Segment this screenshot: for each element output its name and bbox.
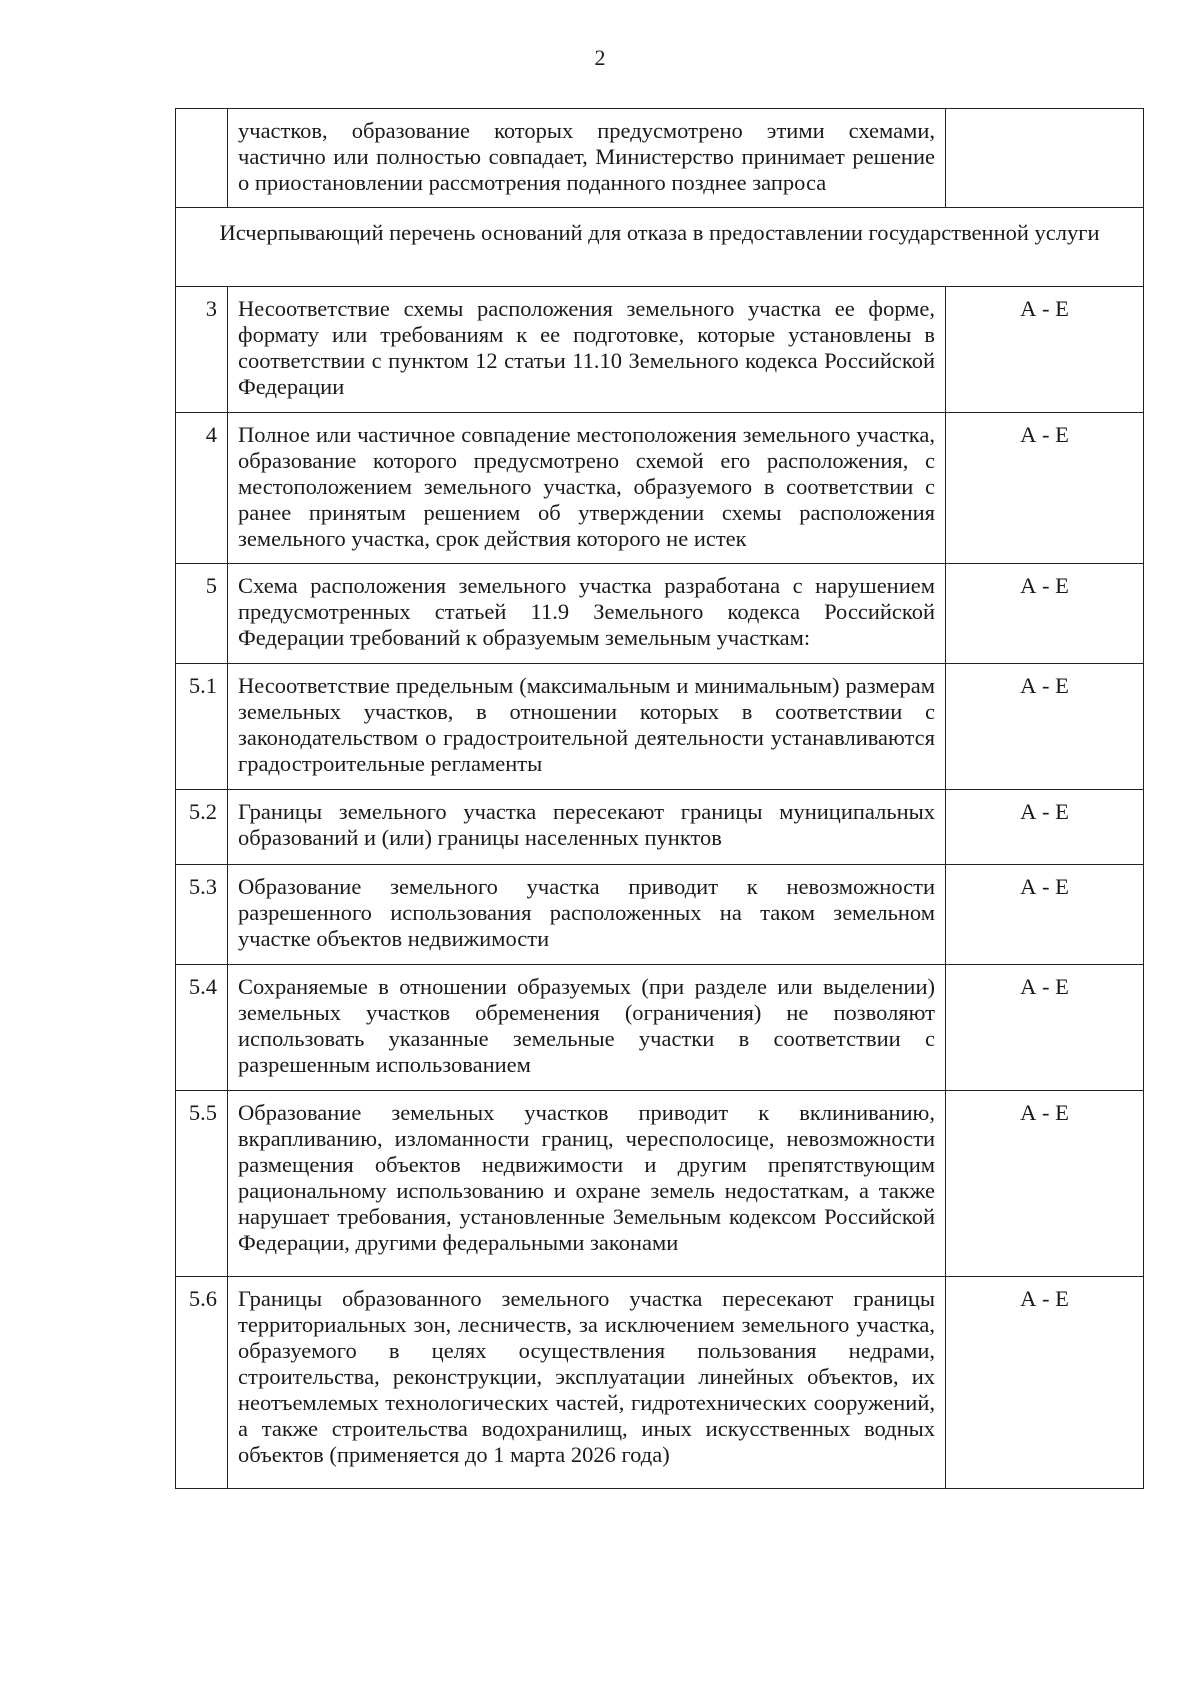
table-row <box>176 564 1144 664</box>
table-row <box>176 1277 1144 1489</box>
section-heading-row <box>176 208 1144 287</box>
row-code: А - Е <box>946 965 1144 1091</box>
row-text: Границы земельного участка пересекают границы муниципальных образований и (или) границы населенных пунктов <box>228 790 946 865</box>
row-text: Образование земельного участка приводит к невозможности разрешенного использования расположенных на таком земельном участке объектов недвижимости <box>228 865 946 965</box>
table-row <box>176 664 1144 790</box>
table-row <box>176 865 1144 965</box>
row-code: А - Е <box>946 1091 1144 1277</box>
grounds-table <box>175 108 1144 1489</box>
row-code: А - Е <box>946 287 1144 413</box>
row-number: 5.3 <box>176 865 228 965</box>
row-number <box>176 109 228 208</box>
row-code: А - Е <box>946 790 1144 865</box>
row-text: участков, образование которых предусмотрено этими схемами, частично или полностью совпадает, Министерство принимает решение о приостановлении рассмотрения поданного позднее запроса <box>228 109 946 208</box>
section-heading: Исчерпывающий перечень оснований для отказа в предоставлении государственной услуги <box>176 208 1144 287</box>
row-text: Образование земельных участков приводит к вклиниванию, вкрапливанию, изломанности границ, чересполосице, невозможности размещения объектов недвижимости и другим препятствующим рациональному использованию и охране земель недостаткам, а также нарушает требования, установленные Земельным кодексом Российской Федерации, другими федеральными законами <box>228 1091 946 1277</box>
row-text: Схема расположения земельного участка разработана с нарушением предусмотренных статьей 11.9 Земельного кодекса Российской Федерации требований к образуемым земельным участкам: <box>228 564 946 664</box>
row-number: 5.1 <box>176 664 228 790</box>
page-number: 2 <box>594 45 606 70</box>
row-number: 5 <box>176 564 228 664</box>
row-number: 5.6 <box>176 1277 228 1489</box>
row-code: А - Е <box>946 865 1144 965</box>
row-text: Полное или частичное совпадение местоположения земельного участка, образование которого предусмотрено схемой его расположения, с местоположением земельного участка, образуемого в соответствии с ранее принятым решением об утверждении схемы расположения земельного участка, срок действия которого не истек <box>228 413 946 564</box>
row-number: 3 <box>176 287 228 413</box>
table-row <box>176 965 1144 1091</box>
row-number: 5.2 <box>176 790 228 865</box>
row-code: А - Е <box>946 564 1144 664</box>
row-number: 5.5 <box>176 1091 228 1277</box>
table-row <box>176 287 1144 413</box>
table-row <box>176 790 1144 865</box>
row-text: Сохраняемые в отношении образуемых (при разделе или выделении) земельных участков обременения (ограничения) не позволяют использовать указанные земельные участки в соответствии с разрешенным использованием <box>228 965 946 1091</box>
table-row <box>176 1091 1144 1277</box>
row-number: 5.4 <box>176 965 228 1091</box>
row-code: А - Е <box>946 413 1144 564</box>
table-row-continuation <box>176 109 1144 208</box>
row-text: Границы образованного земельного участка пересекают границы территориальных зон, лесничеств, за исключением земельного участка, образуемого в целях осуществления пользования недрами, строительства, реконструкции, эксплуатации линейных объектов, их неотъемлемых технологических частей, гидротехнических сооружений, а также строительства водохранилищ, иных искусственных водных объектов (применяется до 1 марта 2026 года) <box>228 1277 946 1489</box>
row-text: Несоответствие предельным (максимальным и минимальным) размерам земельных участков, в отношении которых в соответствии с законодательством о градостроительной деятельности устанавливаются градостроительные регламенты <box>228 664 946 790</box>
row-number: 4 <box>176 413 228 564</box>
row-code <box>946 109 1144 208</box>
row-code: А - Е <box>946 1277 1144 1489</box>
table-row <box>176 413 1144 564</box>
row-text: Несоответствие схемы расположения земельного участка ее форме, формату или требованиям к ее подготовке, которые установлены в соответствии с пунктом 12 статьи 11.10 Земельного кодекса Российской Федерации <box>228 287 946 413</box>
row-code: А - Е <box>946 664 1144 790</box>
